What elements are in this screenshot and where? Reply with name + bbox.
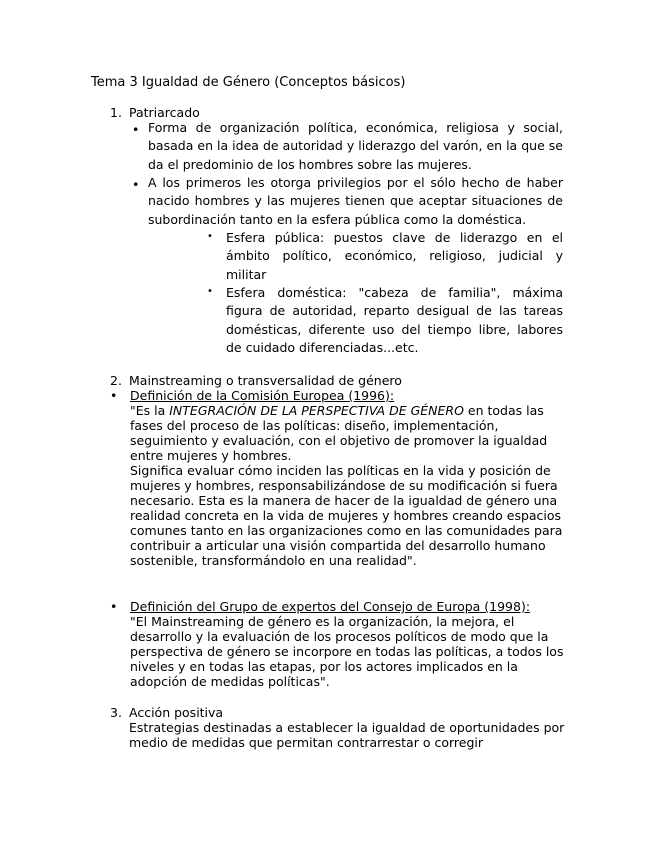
section-3-text: Estrategias destinadas a establecer la igualdad de oportunidades por medio de medidas que permitan contrarrestar o corregir	[129, 720, 565, 750]
section-2-number: 2.	[110, 373, 122, 388]
sub-bullet-icon: •	[207, 231, 213, 242]
bullet-icon: •	[132, 122, 140, 137]
document-title: Tema 3 Igualdad de Género (Conceptos básicos)	[91, 75, 406, 90]
section-1-number: 1.	[110, 105, 122, 120]
bullet-icon: •	[110, 388, 118, 403]
section-3-heading: Acción positiva	[129, 705, 224, 720]
bullet-icon: •	[132, 177, 140, 192]
definition-1-heading: Definición de la Comisión Europea (1996):	[130, 388, 395, 403]
definition-1-quote: "Es la INTEGRACIÓN DE LA PERSPECTIVA DE GÉNERO en todas las fases del proceso de las políticas: diseño, implementación, seguimiento y evaluación, con el objetivo de promover la igualdad entre mujeres y hombres.	[130, 403, 548, 463]
section-1-subbullet: Esfera doméstica: "cabeza de familia", máxima figura de autoridad, reparto desigual de las tareas domésticas, diferente uso del tiempo libre, labores de cuidado diferenciadas...etc.	[226, 285, 563, 355]
definition-2	[130, 599, 570, 689]
bullet-icon: •	[110, 599, 118, 614]
section-1-bullet: Forma de organización política, económica, religiosa y social, basada en la idea de autoridad y liderazgo del varón, en la que se da el predominio de los hombres sobre las mujeres.	[148, 120, 563, 172]
sub-bullet-icon: •	[207, 286, 213, 297]
section-2-heading: Mainstreaming o transversalidad de género	[129, 373, 402, 388]
definition-1	[130, 388, 570, 568]
section-3-number: 3.	[110, 705, 122, 720]
emphasis-text: INTEGRACIÓN DE LA PERSPECTIVA DE GÉNERO	[169, 403, 464, 418]
definition-1-paragraph: Significa evaluar cómo inciden las políticas en la vida y posición de mujeres y hombres, responsabilizándose de su modificación si fuera necesario. Esta es la manera de hacer de la igualdad de género una realidad concreta en la vida de mujeres y hombres creando espacios comunes tanto en las organizaciones como en las comunidades para contribuir a articular una visión compartida del desarrollo humano sostenible, transformándolo en una realidad".	[130, 463, 563, 568]
section-1-subbullet: Esfera pública: puestos clave de liderazgo en el ámbito político, económico, religioso, judicial y militar	[226, 230, 563, 282]
definition-2-quote: "El Mainstreaming de género es la organización, la mejora, el desarrollo y la evaluación de los procesos políticos de modo que la perspectiva de género se incorpore en todas las políticas, a todos los niveles y en todas las etapas, por los actores implicados en la adopción de medidas políticas".	[130, 614, 564, 689]
definition-2-heading: Definición del Grupo de expertos del Consejo de Europa (1998):	[130, 599, 531, 614]
section-1-heading: Patriarcado	[129, 105, 200, 120]
section-1-bullet: A los primeros les otorga privilegios por el sólo hecho de haber nacido hombres y las mujeres tienen que aceptar situaciones de subordinación tanto en la esfera pública como la doméstica.	[148, 175, 563, 227]
section-3	[129, 705, 569, 750]
